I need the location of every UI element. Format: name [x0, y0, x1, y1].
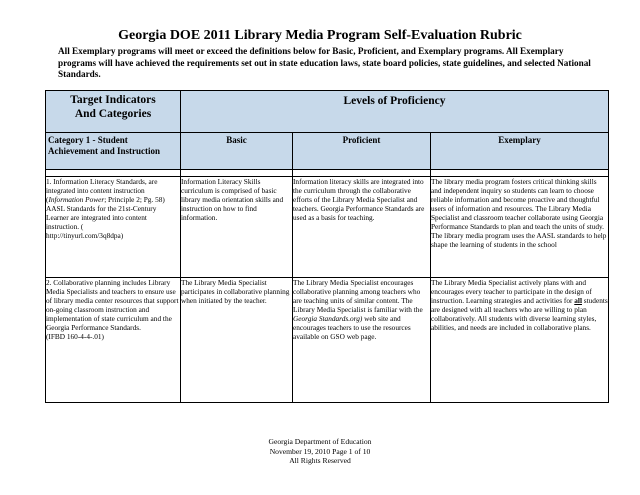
- table-subheader-row: [46, 133, 609, 170]
- target-line-1: Target Indicators: [70, 94, 156, 106]
- indicator-text: 2. Collaborative planning includes Library Media Specialists and teachers to ensure use of library media center resources that support on-going classroom instruction and implementation of state curriculum and the Georgia Performance Standards.: [46, 278, 179, 332]
- divider-cell: [46, 170, 181, 177]
- table-row: [46, 177, 609, 278]
- target-line-2: And Categories: [74, 108, 152, 120]
- category-label: Category 1 - Student Achievement and Instruction: [46, 133, 181, 170]
- indicator-cell: [46, 177, 181, 278]
- indicator-text-part: 1. Information Literacy Standards, are integrated into content instruction (: [46, 177, 158, 204]
- basic-header: Basic: [181, 133, 293, 170]
- basic-cell: Information Literacy Skills curriculum is comprised of basic library media orientation skills and instruction on how to find information.: [181, 177, 293, 278]
- target-indicators-header: [46, 91, 181, 133]
- indicator-text: [46, 177, 180, 204]
- levels-of-proficiency-header: Levels of Proficiency: [181, 91, 609, 133]
- proficient-header: Proficient: [293, 133, 431, 170]
- table-header-row: [46, 91, 609, 133]
- divider-row: [46, 170, 609, 177]
- proficient-cell: [293, 278, 431, 403]
- proficient-text-part: web site and encourages teachers to use the resources available on GSO web page.: [293, 314, 411, 341]
- rubric-table: [45, 90, 609, 403]
- indicator-code: (IFBD 160-4-4-.01): [46, 332, 104, 341]
- divider-cell: [431, 170, 609, 177]
- proficient-cell: Information literacy skills are integrated into the curriculum through the collaborative efforts of the Library Media Specialist and teachers. Georgia Performance Standards are used as a basis for teaching.: [293, 177, 431, 278]
- exemplary-emphasis: all: [574, 296, 582, 305]
- proficient-site-name: Georgia Standards.org): [293, 314, 363, 323]
- exemplary-cell: [431, 278, 609, 403]
- footer-line-3: All Rights Reserved: [289, 456, 351, 466]
- page-footer: [0, 437, 640, 466]
- divider-cell: [181, 170, 293, 177]
- indicator-text: AASL Standards for the 21st-Century Learner are integrated into content instruction. (: [46, 204, 157, 231]
- indicator-link: http://tinyurl.com/3q8dpa): [46, 231, 124, 240]
- basic-cell: The Library Media Specialist participates in collaborative planning when initiated by the teacher.: [181, 278, 293, 403]
- table-row: [46, 278, 609, 403]
- page-title: Georgia DOE 2011 Library Media Program Self-Evaluation Rubric: [118, 28, 522, 43]
- exemplary-header: Exemplary: [431, 133, 609, 170]
- indicator-text-part: ; Principle 2; Pg. 58): [104, 195, 165, 204]
- exemplary-text-part: The Library Media Specialist actively plans with and encourages every teacher to participate in the design of instruction. Learning strategies and activities for: [431, 278, 592, 305]
- divider-cell: [293, 170, 431, 177]
- indicator-citation: Information Power: [48, 195, 105, 204]
- intro-paragraph: All Exemplary programs will meet or exceed the definitions below for Basic, Proficient, and Exemplary programs. All Exemplary programs will have achieved the requirements set out in state education laws, state board policies, state guidelines, and selected National Standards.: [58, 46, 591, 80]
- exemplary-cell: The library media program fosters critical thinking skills and independent inquiry so students can learn to choose reliable information and become proactive and thoughtful users of information and resources. The Library Media Specialist and classroom teacher collaborate using Georgia Performance Standards to plan and teach the units of study. The library media program uses the AASL standards to help shape the learning of students in the school: [431, 177, 609, 278]
- indicator-cell: [46, 278, 181, 403]
- footer-line-1: Georgia Department of Education: [268, 437, 372, 446]
- exemplary-text-part: students are designed with all teachers who are willing to plan collaboratively. All students with diverse learning styles, abilities, and needs are included in collaborative plans.: [431, 296, 608, 332]
- footer-line-2: November 19, 2010 Page 1 of 10: [269, 446, 371, 456]
- proficient-text-part: The Library Media Specialist encourages collaborative planning among teachers who are teaching units of similar content. The Library Media Specialist is familiar with the: [293, 278, 423, 314]
